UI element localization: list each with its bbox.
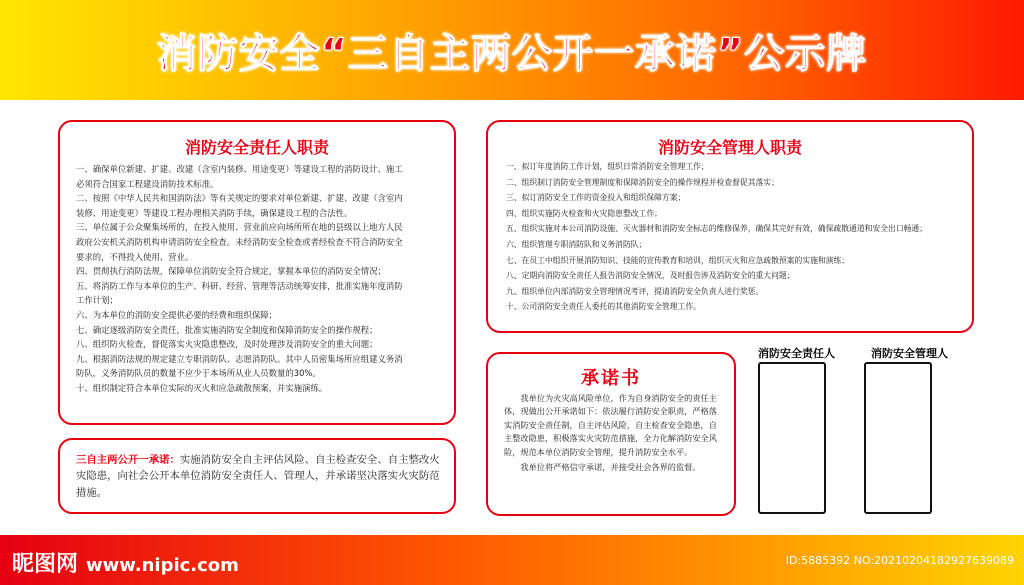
commitment-summary-text: [76, 452, 442, 501]
pledge-paragraph: 我单位将严格信守承诺，并接受社会各界的监督。: [520, 462, 701, 473]
manager-item: 三、拟订消防安全工作的资金投入和组织保障方案；: [506, 193, 686, 203]
header-banner: [0, 0, 1024, 100]
manager-item: 七、在员工中组织开展消防知识、技能的宣传教育和培训，组织灭火和应急疏散预案的实施和演练；: [506, 255, 850, 265]
watermark-brand-url: www.nipic.com: [86, 555, 239, 576]
photo-frame-responsible: [758, 362, 826, 514]
responsible-item: 装修、用途变更）等建设工程办理相关消防手续，确保建设工程的合法性。: [76, 207, 353, 218]
photo-frame-manager: [864, 362, 932, 514]
responsible-item: 十、组织制定符合本单位实际的灭火和应急疏散预案，并实施演练。: [76, 382, 328, 393]
watermark-id: ID:5885392 NO:20210204182927639089: [785, 554, 1014, 567]
commitment-summary-panel: [58, 438, 456, 514]
responsible-item: 五、将消防工作与本单位的生产、科研、经营、管理等活动统筹安排，批准实施年度消防: [76, 280, 403, 291]
responsible-item: 三、单位属于公众聚集场所的，在投入使用、营业前应向场所所在地的县级以上地方人民: [76, 222, 403, 233]
responsible-item: 要求的，不得投入使用、营业。: [76, 251, 194, 262]
watermark-brand: [12, 547, 239, 578]
footer-banner: [0, 535, 1024, 585]
manager-item: 四、组织实施防火检查和火灾隐患整改工作；: [506, 208, 662, 218]
responsible-item: 九、根据消防法规的规定建立专职消防队、志愿消防队。其中人员密集场所应组建义务消: [76, 353, 403, 364]
responsible-duties-title: 消防安全责任人职责: [184, 138, 329, 157]
responsible-item: 防队，义务消防队员的数量不应少于本场所从业人员数量的30%。: [76, 368, 321, 379]
manager-duties-title: 消防安全管理人职责: [657, 138, 802, 157]
responsible-item: 一、确保单位新建、扩建、改建（含室内装修、用途变更）等建设工程的消防设计、施工: [76, 164, 403, 174]
pledge-paragraph: 我单位为火灾高风险单位，作为自身消防安全的责任主体，现做出公开承诺如下：依法履行消防安全职责，严格落实消防安全责任制，自主评估风险，自主检查安全隐患，自主整改隐患，积极落实火灾防范措施，全力化解消防安全风险，规范本单位消防安全管理，提升消防安全水平。: [504, 393, 717, 457]
manager-duties-panel: [486, 120, 974, 333]
commitment-summary-body: 实施消防安全自主评估风险、自主检查安全、自主整改火灾隐患，向社会公开本单位消防安全责任人、管理人，并承诺坚决落实火灾防范措施。: [76, 454, 440, 499]
manager-item: 五、组织实施对本公司消防设施、灭火器材和消防安全标志的维修保养，确保其完好有效，确保疏散通道和安全出口畅通；: [506, 224, 928, 234]
manager-item: 九、组织单位内部消防安全管理情况考评，提请消防安全负责人进行奖惩。: [506, 286, 764, 296]
manager-duties-list: [506, 159, 968, 315]
pledge-title: 承诺书: [581, 368, 641, 389]
pledge-panel: [486, 352, 736, 516]
responsible-item: 工作计划；: [76, 295, 118, 306]
manager-item: 八、定期向消防安全责任人报告消防安全情况，及时报告涉及消防安全的重大问题；: [506, 271, 795, 281]
manager-item: 六、组织管理专职消防队和义务消防队；: [506, 239, 647, 249]
responsible-duties-list: [76, 162, 448, 396]
photo-label-manager: 消防安全管理人: [871, 347, 948, 360]
commitment-summary-label: 三自主两公开一承诺：: [76, 454, 180, 466]
responsible-item: 六、为本单位的消防安全提供必要的经费和组织保障；: [76, 309, 277, 320]
responsible-item: 二、按照《中华人民共和国消防法》等有关规定的要求对单位新建、扩建、改建（含室内: [76, 193, 403, 204]
responsible-duties-panel: [58, 120, 456, 425]
manager-item: 十、公司消防安全责任人委托的其他消防安全管理工作。: [506, 302, 701, 312]
responsible-item: 七、确定逐级消防安全责任，批准实施消防安全制度和保障消防安全的操作规程；: [76, 324, 378, 335]
manager-item: 一、拟订年度消防工作计划，组织日常消防安全管理工作；: [506, 162, 709, 171]
manager-item: 二、组织制订消防安全管理制度和保障消防安全的操作规程并检查督促其落实；: [506, 177, 779, 187]
watermark-brand-name: 昵图网: [12, 552, 79, 577]
responsible-item: 八、组织防火检查，督促落实火灾隐患整改，及时处理涉及消防安全的重大问题；: [76, 339, 378, 350]
photo-label-responsible: 消防安全责任人: [758, 347, 835, 360]
responsible-item: 必须符合国家工程建设消防技术标准。: [76, 178, 219, 189]
responsible-item: 四、贯彻执行消防法规，保障单位消防安全符合规定，掌握本单位的消防安全情况；: [76, 266, 386, 277]
responsible-item: 政府公安机关消防机构申请消防安全检查。未经消防安全检查或者经检查不符合消防安全: [76, 236, 403, 247]
pledge-body: [504, 392, 722, 474]
page-title: 消防安全“三自主两公开一承诺”公示牌: [156, 31, 868, 77]
